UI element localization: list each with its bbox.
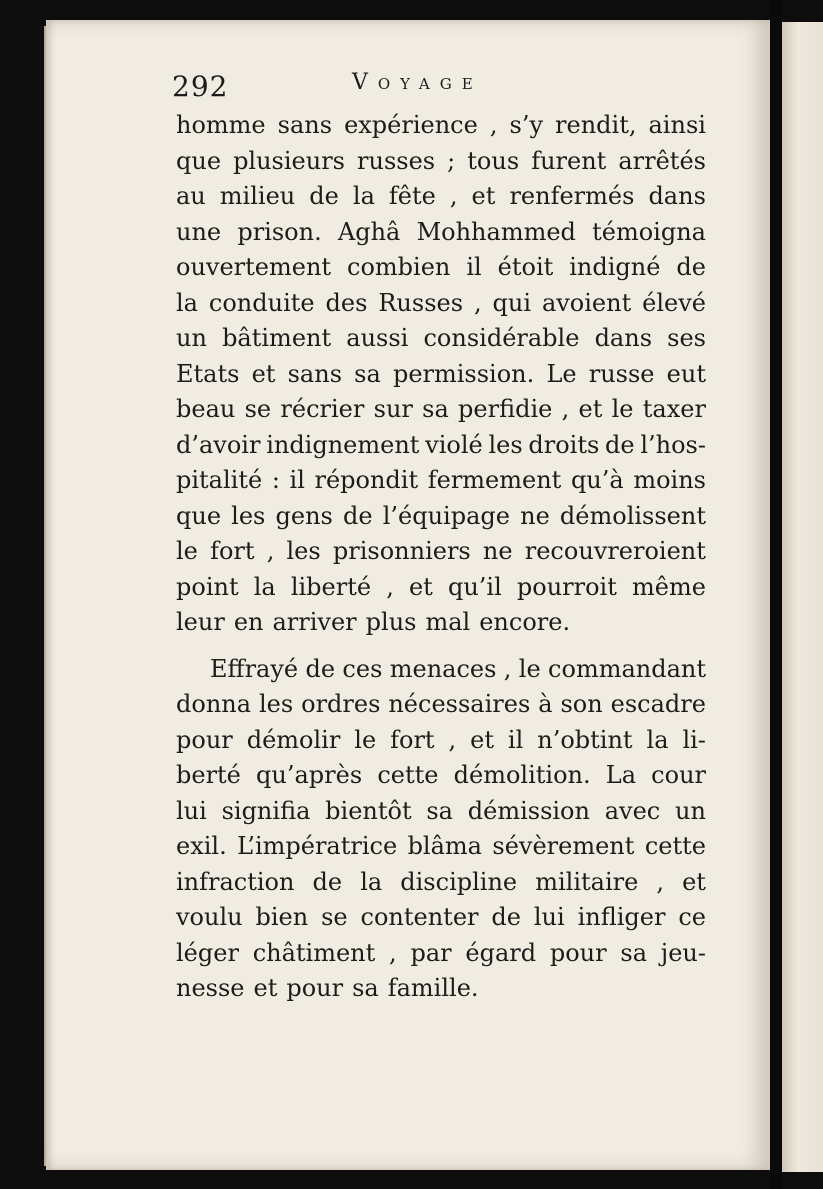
word: les xyxy=(258,690,294,718)
word: jeu- xyxy=(660,938,706,967)
word: ce xyxy=(678,903,706,931)
word: de xyxy=(605,430,635,459)
text-line xyxy=(176,499,706,535)
word: bâtiment xyxy=(222,324,332,352)
word: un xyxy=(176,324,207,352)
word: l’équipage xyxy=(382,501,510,530)
word: ne xyxy=(520,501,550,530)
word: démission xyxy=(467,796,590,825)
word: il xyxy=(466,253,482,281)
text-line xyxy=(176,900,706,936)
word: la xyxy=(360,867,383,896)
word: nesse xyxy=(176,974,245,1002)
word: gens xyxy=(275,501,333,530)
word: l’hos- xyxy=(640,430,706,459)
word: berté xyxy=(176,761,241,789)
word: en xyxy=(233,608,264,636)
word: qu’après xyxy=(256,761,363,789)
word: sa xyxy=(354,359,381,388)
word: rendit, xyxy=(555,111,637,139)
word: démolition. xyxy=(453,761,591,789)
word: sa xyxy=(620,938,647,967)
word: homme xyxy=(176,111,266,139)
word: et xyxy=(578,395,603,423)
text-line xyxy=(176,463,706,499)
text-line xyxy=(176,144,706,180)
running-head xyxy=(0,70,823,106)
word: famille. xyxy=(387,974,479,1002)
word: , xyxy=(449,182,458,210)
text-line xyxy=(176,971,706,1007)
word: bien xyxy=(255,903,309,931)
word: et xyxy=(470,725,494,754)
word: Russes xyxy=(378,288,464,317)
word: répondit xyxy=(314,466,419,494)
word: et xyxy=(253,974,278,1002)
word: moins xyxy=(633,466,706,494)
word: témoigna xyxy=(592,217,706,246)
word: de xyxy=(305,654,336,683)
word: un xyxy=(675,796,706,825)
word: sans xyxy=(287,359,343,388)
body-text xyxy=(176,108,706,1007)
word: plusieurs xyxy=(233,146,345,175)
word: et xyxy=(251,359,276,388)
page-number: 292 xyxy=(172,70,229,103)
text-line xyxy=(176,286,706,322)
word: pour xyxy=(176,725,233,754)
paragraph xyxy=(176,652,706,1007)
word: blâma xyxy=(407,832,482,860)
word: prisonniers xyxy=(332,537,471,565)
word: , xyxy=(389,938,397,967)
word: La xyxy=(605,761,637,789)
word: se xyxy=(321,903,348,931)
book-gutter xyxy=(770,0,782,1189)
text-line xyxy=(176,428,706,464)
word: pourroit xyxy=(516,572,617,601)
word: même xyxy=(632,572,706,601)
word: ainsi xyxy=(648,111,706,139)
word: cette xyxy=(644,832,706,860)
word: récrier xyxy=(280,395,365,423)
word: sa xyxy=(422,395,449,423)
word: plus xyxy=(365,608,417,636)
word: encore. xyxy=(479,608,571,636)
word: militaire xyxy=(535,867,639,896)
text-line xyxy=(176,179,706,215)
word: beau xyxy=(176,395,236,423)
word: s’y xyxy=(509,111,544,139)
word: : xyxy=(271,466,280,494)
word: nécessaires xyxy=(388,690,531,718)
text-line xyxy=(176,865,706,901)
word: par xyxy=(410,938,452,967)
word: expérience xyxy=(344,111,478,139)
word: permission. xyxy=(392,359,535,388)
facing-page-edge xyxy=(782,22,823,1172)
word: Effrayé xyxy=(210,654,299,683)
word: la xyxy=(176,288,198,317)
word: son xyxy=(560,690,603,718)
word: point xyxy=(176,572,239,601)
word: que xyxy=(176,501,222,530)
text-line xyxy=(176,392,706,428)
word: et xyxy=(471,182,496,210)
word: que xyxy=(176,146,222,175)
text-line xyxy=(176,794,706,830)
text-line xyxy=(176,215,706,251)
word: de xyxy=(343,501,373,530)
word: violé xyxy=(425,430,483,459)
word: taxer xyxy=(642,395,706,423)
word: d’avoir xyxy=(176,430,261,459)
word: lui xyxy=(533,903,565,931)
word: la xyxy=(253,572,276,601)
word: lui xyxy=(176,796,207,825)
word: pour xyxy=(549,938,607,967)
word: fort xyxy=(210,537,255,565)
word: conduite xyxy=(208,288,315,317)
word: et xyxy=(682,867,706,896)
word: , xyxy=(489,111,498,139)
word: L’impératrice xyxy=(237,832,398,860)
word: châtiment xyxy=(252,938,376,967)
word: la xyxy=(352,182,375,210)
word: mal xyxy=(425,608,471,636)
text-line xyxy=(176,570,706,606)
word: des xyxy=(325,288,368,317)
word: discipline xyxy=(400,867,518,896)
word: qu’il xyxy=(447,572,502,601)
word: furent xyxy=(531,146,607,175)
word: cette xyxy=(377,761,439,789)
word: bientôt xyxy=(325,796,412,825)
word: , xyxy=(473,288,482,317)
word: sévèrement xyxy=(492,832,635,860)
word: considérable xyxy=(423,324,580,352)
word: , xyxy=(386,572,394,601)
word: voulu xyxy=(176,903,243,931)
word: infliger xyxy=(577,903,666,931)
word: combien xyxy=(347,253,451,281)
word: milieu xyxy=(219,182,296,210)
word: Le xyxy=(546,359,577,388)
word: pour xyxy=(286,974,344,1002)
word: tous xyxy=(467,146,520,175)
word: avoient xyxy=(541,288,632,317)
text-line xyxy=(176,357,706,393)
word: élevé xyxy=(642,288,706,317)
word: sa xyxy=(426,796,453,825)
word: à xyxy=(538,690,553,718)
word: cour xyxy=(651,761,706,789)
text-line xyxy=(176,605,706,641)
word: sans xyxy=(277,111,333,139)
word: , xyxy=(503,654,512,683)
word: eut xyxy=(666,359,706,388)
word: égard xyxy=(465,938,537,967)
word: fermement xyxy=(427,466,562,494)
word: ses xyxy=(667,324,706,352)
word: sur xyxy=(373,395,413,423)
word: le xyxy=(518,654,541,683)
text-line xyxy=(176,108,706,144)
word: fort xyxy=(390,725,435,754)
word: Etats xyxy=(176,359,240,388)
word: droits xyxy=(528,430,600,459)
word: recouvreroient xyxy=(524,537,706,565)
text-line xyxy=(176,936,706,972)
word: signifia xyxy=(221,796,311,825)
word: donna xyxy=(176,690,252,718)
word: aussi xyxy=(346,324,409,352)
word: qu’à xyxy=(570,466,624,494)
running-title: Voyage xyxy=(352,70,483,95)
word: menaces xyxy=(389,654,497,683)
word: avec xyxy=(604,796,661,825)
word: au xyxy=(176,182,206,210)
word: russes xyxy=(357,146,436,175)
word: les xyxy=(488,430,523,459)
word: de xyxy=(676,253,706,281)
word: la xyxy=(646,725,669,754)
word: le xyxy=(176,537,198,565)
word: pitalité xyxy=(176,466,263,494)
text-line xyxy=(176,758,706,794)
paragraph-gap xyxy=(176,641,706,652)
paragraph xyxy=(176,108,706,641)
word: , xyxy=(266,537,275,565)
word: et xyxy=(408,572,433,601)
word: , xyxy=(561,395,570,423)
word: dans xyxy=(648,182,706,210)
word: de xyxy=(491,903,521,931)
word: se xyxy=(244,395,272,423)
word: démolissent xyxy=(559,501,706,530)
word: contenter xyxy=(360,903,479,931)
text-line xyxy=(176,687,706,723)
word: sa xyxy=(352,974,379,1002)
text-line xyxy=(176,321,706,357)
word: Mohhammed xyxy=(416,217,576,246)
text-line xyxy=(176,652,706,688)
word: commandant xyxy=(548,654,706,683)
word: de xyxy=(309,182,339,210)
word: leur xyxy=(176,608,225,636)
word: léger xyxy=(176,938,239,967)
word: ouvertement xyxy=(176,253,332,281)
word: qui xyxy=(492,288,532,317)
text-line xyxy=(176,534,706,570)
word: russe xyxy=(588,359,655,388)
word: perfidie xyxy=(458,395,553,423)
word: indigné xyxy=(569,253,661,281)
word: étoit xyxy=(497,253,554,281)
word: ; xyxy=(447,146,456,175)
word: n’obtint xyxy=(537,725,633,754)
word: prison. xyxy=(237,217,322,246)
word: li- xyxy=(682,725,706,754)
word: le xyxy=(354,725,377,754)
word: il xyxy=(507,725,524,754)
word: une xyxy=(176,217,222,246)
word: les xyxy=(286,537,321,565)
word: dans xyxy=(594,324,653,352)
word: Aghâ xyxy=(337,217,401,246)
word: ordres xyxy=(301,690,381,718)
word: escadre xyxy=(610,690,706,718)
word: fête xyxy=(388,182,436,210)
word: exil. xyxy=(176,832,227,860)
word: de xyxy=(312,867,343,896)
text-line xyxy=(176,829,706,865)
word: renfermés xyxy=(509,182,635,210)
word: il xyxy=(289,466,305,494)
word: arriver xyxy=(272,608,357,636)
word: démolir xyxy=(246,725,341,754)
word: , xyxy=(448,725,457,754)
word: infraction xyxy=(176,867,295,896)
word: arrêtés xyxy=(618,146,706,175)
word: indignement xyxy=(266,430,420,459)
word: ces xyxy=(342,654,383,683)
word: le xyxy=(611,395,634,423)
text-line xyxy=(176,723,706,759)
word: les xyxy=(231,501,266,530)
word: , xyxy=(656,867,665,896)
text-line xyxy=(176,250,706,286)
word: liberté xyxy=(290,572,372,601)
word: ne xyxy=(482,537,513,565)
